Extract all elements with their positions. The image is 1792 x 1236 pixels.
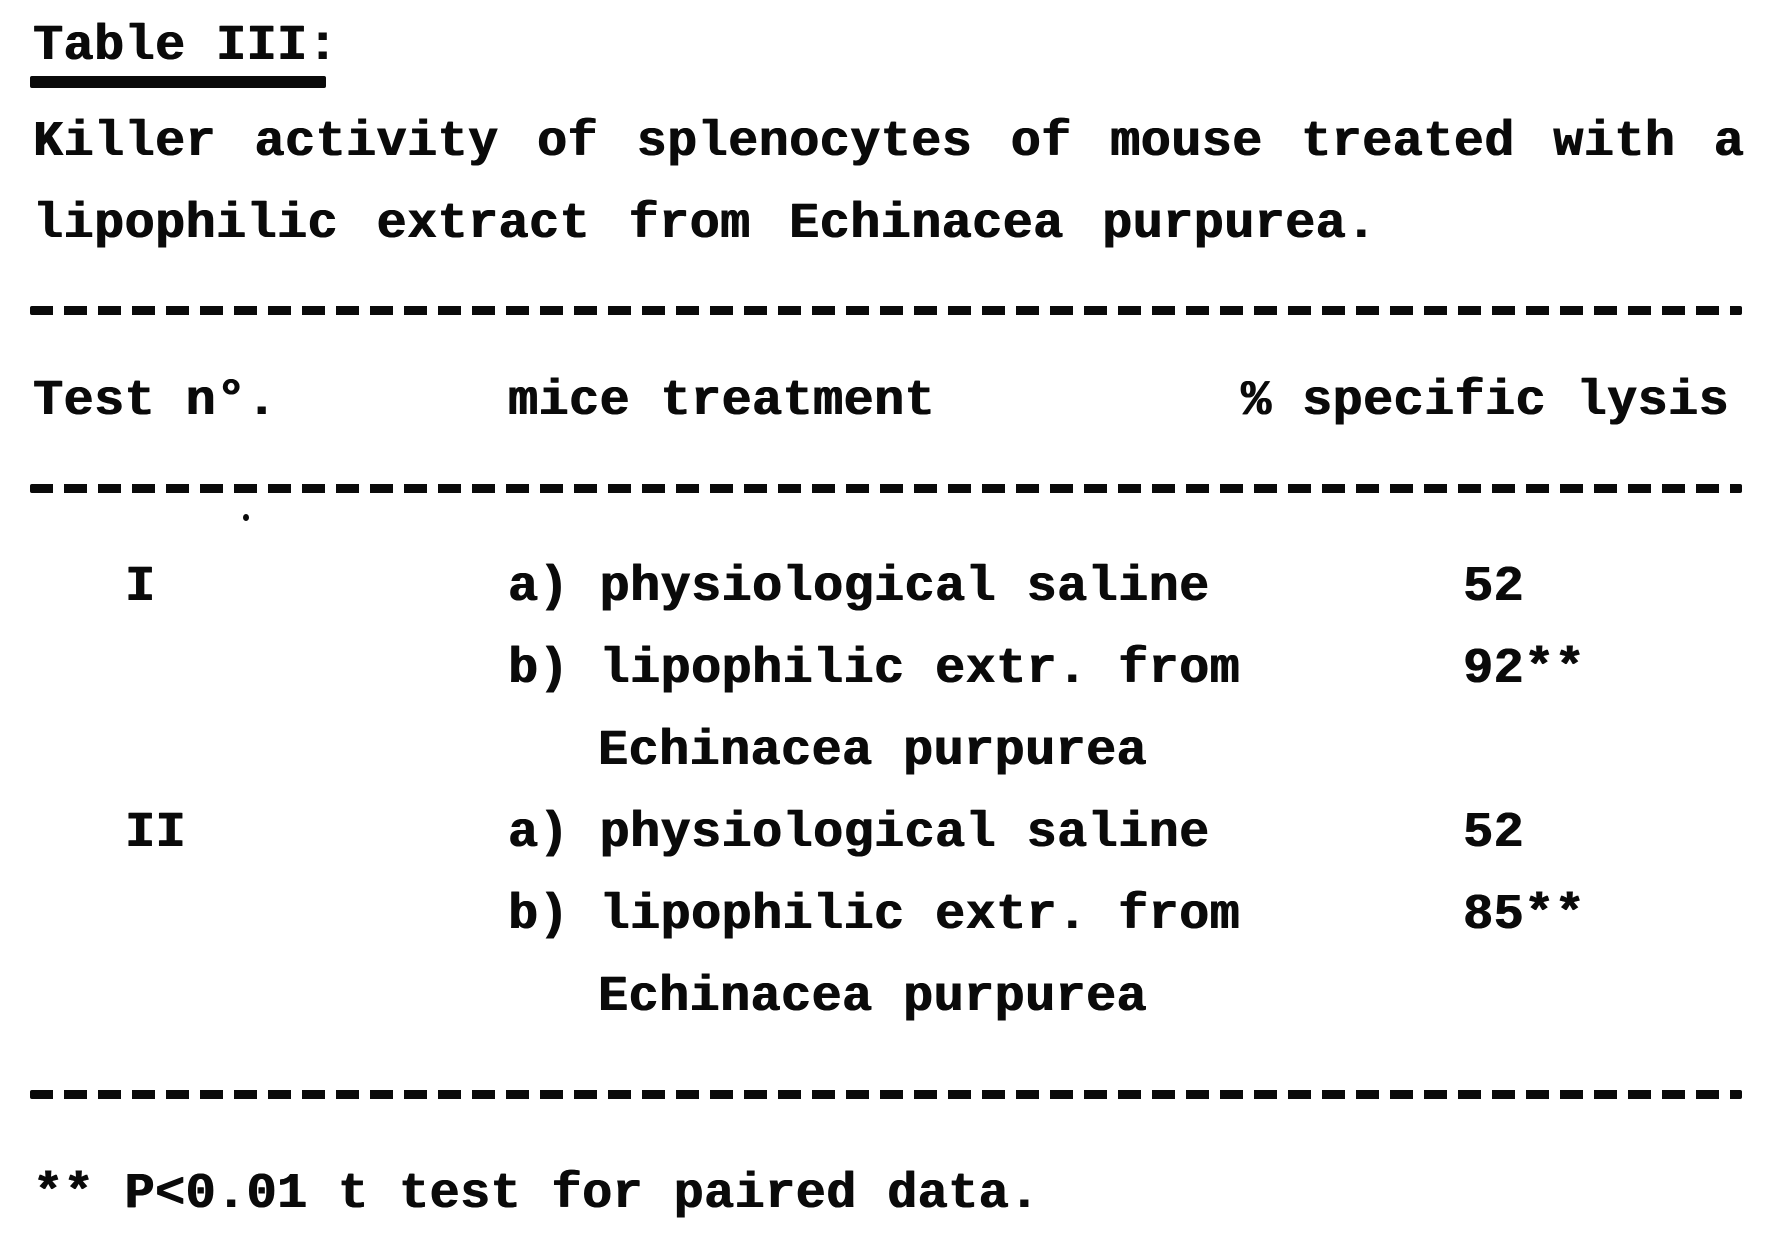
- divider-bottom: [30, 1090, 1742, 1099]
- col-header-test-no: Test n°.: [33, 373, 278, 430]
- table-cell-treatment: b) lipophilic extr. from: [508, 641, 1241, 698]
- table-cell-treatment-continuation: Echinacea purpurea: [598, 969, 1148, 1026]
- table-cell-specific-lysis: 92**: [1463, 641, 1586, 698]
- caption-line-2: lipophilic extract from Echinacea purpurea.: [33, 196, 1377, 253]
- table-cell-test-no: I: [125, 559, 156, 616]
- table-cell-test-no: II: [125, 805, 187, 862]
- table-cell-treatment: a) physiological saline: [508, 805, 1210, 862]
- col-header-specific-lysis: % specific lysis: [1241, 373, 1730, 430]
- table-cell-treatment: a) physiological saline: [508, 559, 1210, 616]
- col-header-mice-treatment: mice treatment: [508, 373, 936, 430]
- divider-header: [30, 484, 1742, 493]
- table-cell-treatment: b) lipophilic extr. from: [508, 887, 1241, 944]
- divider-top: [30, 306, 1742, 315]
- table-cell-specific-lysis: 85**: [1463, 887, 1586, 944]
- table-title: Table III:: [33, 18, 339, 75]
- title-underline: [30, 76, 326, 88]
- table-cell-specific-lysis: 52: [1463, 805, 1525, 862]
- table-cell-specific-lysis: 52: [1463, 559, 1525, 616]
- scan-artifact-dot: [243, 514, 249, 521]
- footnote: ** P<0.01 t test for paired data.: [33, 1166, 1040, 1223]
- table-cell-treatment-continuation: Echinacea purpurea: [598, 723, 1148, 780]
- caption-line-1: Killer activity of splenocytes of mouse treated with a: [33, 114, 1745, 171]
